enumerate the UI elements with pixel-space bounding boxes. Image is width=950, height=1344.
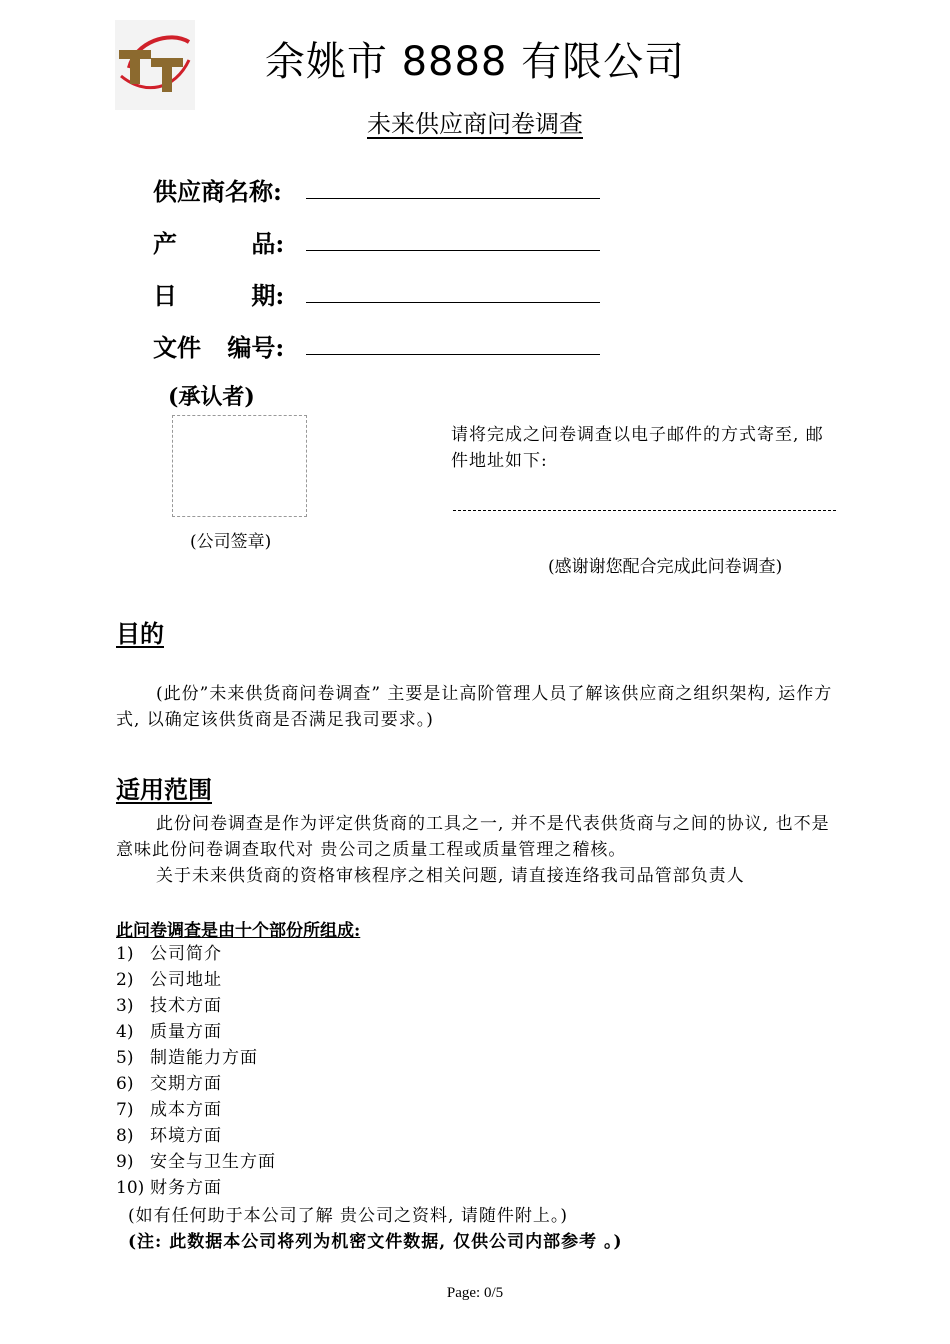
- list-item-text: 制造能力方面: [150, 1048, 258, 1068]
- scope-text-1: 此份问卷调查是作为评定供货商的工具之一, 并不是代表供货商与之间的协议, 也不是意味此份问卷调查取代对 贵公司之质量工程或质量管理之稽核。: [116, 814, 830, 860]
- scope-text-2: 关于未来供货商的资格审核程序之相关问题, 请直接连络我司品管部负责人: [156, 866, 745, 886]
- document-title: 未来供应商问卷调查: [367, 110, 583, 138]
- list-item: [116, 941, 276, 967]
- list-item: [116, 1175, 276, 1201]
- date-label-text: 日 期:: [153, 281, 285, 310]
- confidential-note: (注: 此数据本公司将列为机密文件数据, 仅供公司内部参考 。): [128, 1232, 623, 1252]
- list-item-number: 6): [116, 1074, 134, 1094]
- company-name: 余姚市 8888 有限公司: [264, 39, 686, 85]
- purpose-text: (此份”未来供货商问卷调查” 主要是让高阶管理人员了解该供应商之组织架构, 运作方式, 以确定该供货商是否满足我司要求。): [116, 684, 833, 730]
- list-item-number: 1): [116, 944, 134, 964]
- supplier-name-label: 供应商名称:: [153, 177, 282, 206]
- list-item: [116, 1071, 276, 1097]
- product-label: [153, 224, 288, 259]
- tt-logo-icon: [115, 20, 195, 110]
- list-item-text: 质量方面: [150, 1022, 222, 1042]
- list-item: [116, 967, 276, 993]
- list-item-text: 交期方面: [150, 1074, 222, 1094]
- list-item: [116, 1045, 276, 1071]
- supplier-name-field[interactable]: [306, 198, 600, 199]
- section-list: [116, 941, 276, 1201]
- date-field[interactable]: [306, 302, 600, 303]
- composition-heading: 此问卷调查是由十个部份所组成:: [116, 921, 361, 941]
- list-item-number: 7): [116, 1100, 134, 1120]
- list-item-text: 安全与卫生方面: [150, 1152, 276, 1172]
- approver-label: (承认者): [168, 384, 255, 410]
- doc-number-label: [153, 328, 293, 363]
- purpose-heading: 目的: [116, 619, 164, 648]
- list-item-number: 4): [116, 1022, 134, 1042]
- list-item: [116, 1123, 276, 1149]
- email-instruction: 请将完成之问卷调查以电子邮件的方式寄至, 邮件地址如下:: [451, 425, 824, 471]
- list-item-text: 技术方面: [150, 996, 222, 1016]
- list-item-number: 10): [116, 1178, 145, 1198]
- list-item-text: 公司简介: [150, 944, 222, 964]
- attachment-note: (如有任何助于本公司了解 贵公司之资料, 请随件附上。): [128, 1206, 568, 1226]
- page-number: Page: 0/5: [446, 1285, 504, 1301]
- stamp-caption: (公司签章): [190, 532, 272, 552]
- list-item-number: 9): [116, 1152, 134, 1172]
- list-item: [116, 1149, 276, 1175]
- email-address-field[interactable]: [453, 510, 836, 511]
- scope-heading: 适用范围: [116, 775, 212, 804]
- list-item-number: 8): [116, 1126, 134, 1146]
- list-item: [116, 1019, 276, 1045]
- date-label: [153, 276, 293, 311]
- list-item: [116, 993, 276, 1019]
- doc-number-field[interactable]: [306, 354, 600, 355]
- list-item-text: 环境方面: [150, 1126, 222, 1146]
- list-item-text: 公司地址: [150, 970, 222, 990]
- product-field[interactable]: [306, 250, 600, 251]
- doc-number-label-text: 文件 编号:: [153, 333, 285, 362]
- list-item-number: 5): [116, 1048, 134, 1068]
- company-logo: [115, 20, 195, 110]
- list-item-number: 3): [116, 996, 134, 1016]
- list-item-text: 财务方面: [150, 1178, 222, 1198]
- thanks-note: (感谢谢您配合完成此问卷调查): [548, 557, 783, 577]
- product-label-text: 产 品:: [153, 229, 285, 258]
- list-item-text: 成本方面: [150, 1100, 222, 1120]
- list-item-number: 2): [116, 970, 134, 990]
- list-item: [116, 1097, 276, 1123]
- company-stamp-box: [172, 415, 307, 517]
